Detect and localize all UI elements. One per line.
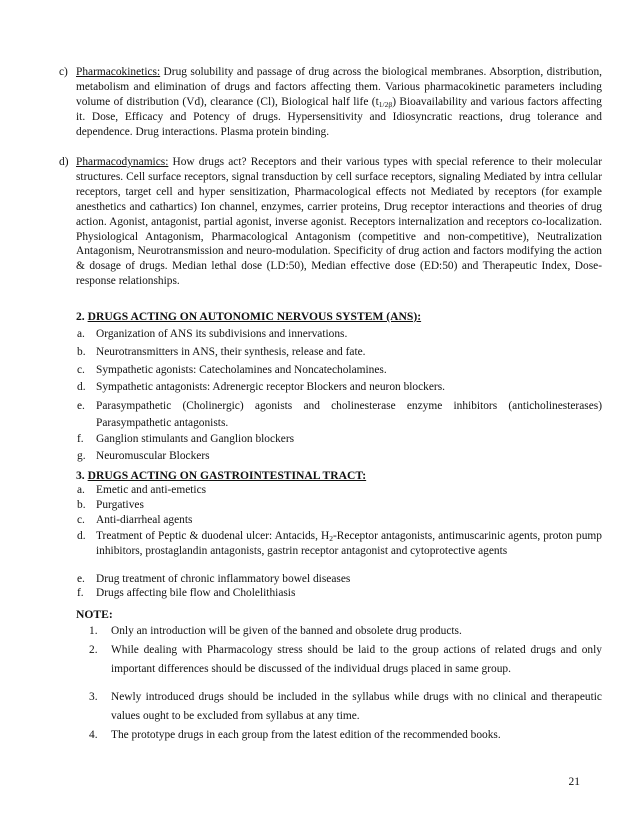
note-item-label: 4. — [89, 729, 98, 741]
list-item — [77, 484, 602, 496]
list-item-label: a. — [77, 484, 85, 496]
list-item-label: a. — [77, 328, 85, 340]
heading-git-number: 3. — [76, 469, 85, 482]
heading-ans-number: 2. — [76, 310, 85, 323]
list-item-label: f. — [77, 433, 84, 445]
list-item — [77, 346, 602, 358]
list-item — [77, 433, 602, 445]
list-item-text: Organization of ANS its subdivisions and innervations. — [96, 328, 348, 340]
section-c-text-pre: Drug solubility and passage of drug across the biological membranes. Absorption, distribution, metabolism and elimination of drugs and factors affecting them. Various pharmacokinetic parameters including volume of distribution (Vd), clearance (Cl), Biological half life (t — [76, 66, 602, 108]
list-item-label: b. — [77, 346, 86, 358]
list-item-text-pre: Treatment of Peptic & duodenal ulcer: Antacids, H — [96, 530, 330, 542]
note-item — [89, 688, 602, 726]
list-item-text: Emetic and anti-emetics — [96, 484, 207, 496]
section-c-pharmacokinetics — [59, 65, 603, 140]
list-item — [77, 450, 602, 462]
list-item — [77, 328, 602, 340]
note-item — [89, 726, 602, 745]
list-item-text-post: -Receptor antagonists, antimuscarinic agents, proton pump inhibitors, prostaglandin antagonists, gastrin receptor antagonist and cytoprotective agents — [96, 530, 602, 557]
section-d-text: How drugs act? Receptors and their various types with special reference to their molecular structures. Cell surface receptors, signal transduction by cell surface receptors, signaling Mediated by intra cellular receptors, target cell and hyper sensitization, Pharmacological effects not Mediated by receptors (for example anesthetics and cathartics) Ion channel, enzymes, carrier proteins, Drug receptor interactions and theories of drug action. Agonist, antagonist, partial agonist, inverse agonist. Receptors internalization and receptors co-localization. Physiological Antagonism, Pharmacological Antagonism (competitive and non-competitive), Neutralization Antagonism, Neurotransmission and neuro-modulation. Specificity of drug action and factors modifying the action & dosage of drugs. Median lethal dose (LD:50), Median effective dose (ED:50) and Therapeutic Index, Dose-response relationships. — [76, 156, 602, 288]
list-item-text: Sympathetic antagonists: Adrenergic receptor Blockers and neuron blockers. — [96, 381, 445, 393]
list-item — [77, 529, 602, 559]
note-item-text: Newly introduced drugs should be included in the syllabus while drugs with no clinical and therapeutic values ought to be excluded from syllabus at any time. — [111, 691, 602, 722]
list-item-label: b. — [77, 499, 86, 511]
list-item-text: Purgatives — [96, 499, 144, 511]
section-c-text-post: ) Bioavailability and various factors affecting it. Dose, Efficacy and Potency of drugs. Hypersensitivity and Idiosyncratic reactions, drug tolerance and dependence. Drug interactions. Plasma protein binding. — [76, 95, 603, 138]
list-item-label: e. — [77, 400, 85, 412]
list-item — [77, 587, 602, 599]
list-item — [77, 364, 602, 376]
heading-git-title: DRUGS ACTING ON GASTROINTESTINAL TRACT: — [87, 469, 367, 482]
list-item-text: Sympathetic agonists: Catecholamines and Noncatecholamines. — [96, 364, 387, 376]
page-number: 21 — [568, 776, 580, 788]
note-item — [89, 641, 602, 679]
note-title: NOTE: — [76, 608, 113, 621]
list-item — [77, 398, 602, 432]
note-item-label: 1. — [89, 625, 98, 637]
note-item-text: The prototype drugs in each group from the latest edition of the recommended books. — [111, 729, 501, 741]
list-item-label: d. — [77, 530, 86, 542]
list-item-label: d. — [77, 381, 86, 393]
section-c-subscript: 1/2β — [378, 99, 393, 109]
section-d-label: d) — [59, 156, 69, 168]
list-item — [77, 573, 602, 585]
heading-ans — [76, 309, 421, 324]
note-item-text: While dealing with Pharmacology stress should be laid to the group actions of related drugs and only important differences should be discussed of the individual drugs placed in same group. — [111, 644, 602, 675]
list-item-text: Drugs affecting bile flow and Cholelithiasis — [96, 587, 296, 599]
section-c-label: c) — [59, 66, 68, 78]
list-item-text: Parasympathetic (Cholinergic) agonists and cholinesterase enzyme inhibitors (anticholinesterases) Parasympathetic antagonists. — [96, 400, 602, 429]
list-item-label: e. — [77, 573, 85, 585]
heading-git — [76, 468, 366, 483]
note-item — [89, 622, 602, 641]
list-item-label: g. — [77, 450, 86, 462]
note-item-label: 3. — [89, 691, 98, 703]
list-item-text: Ganglion stimulants and Ganglion blockers — [96, 433, 295, 445]
list-item — [77, 514, 602, 526]
heading-ans-title: DRUGS ACTING ON AUTONOMIC NERVOUS SYSTEM (ANS): — [87, 310, 422, 323]
list-item — [77, 381, 602, 393]
note-item-text: Only an introduction will be given of the banned and obsolete drug products. — [111, 625, 462, 637]
section-d-title: Pharmacodynamics: — [76, 156, 169, 168]
list-item-label: f. — [77, 587, 84, 599]
note-heading — [76, 607, 113, 622]
list-item-label: c. — [77, 364, 85, 376]
list-item-text: Neurotransmitters in ANS, their synthesis, release and fate. — [96, 346, 366, 358]
list-item — [77, 499, 602, 511]
section-c-title: Pharmacokinetics: — [76, 66, 161, 78]
list-item-text: Anti-diarrheal agents — [96, 514, 193, 526]
list-item-text: Neuromuscular Blockers — [96, 450, 210, 462]
list-item-subscript: 2 — [329, 534, 333, 543]
section-d-pharmacodynamics — [59, 155, 602, 289]
note-item-label: 2. — [89, 644, 98, 656]
list-item-text: Drug treatment of chronic inflammatory bowel diseases — [96, 573, 351, 585]
list-item-label: c. — [77, 514, 85, 526]
